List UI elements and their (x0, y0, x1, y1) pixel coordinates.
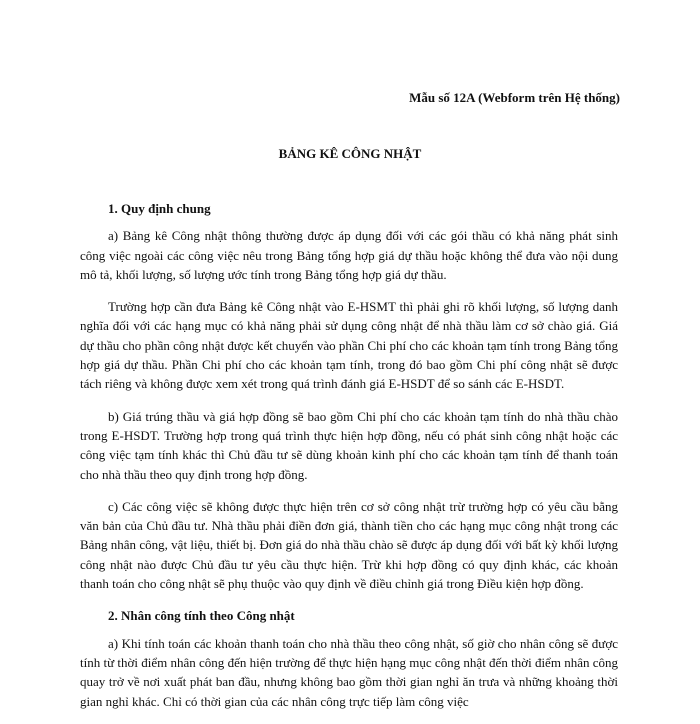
paragraph-general-b: b) Giá trúng thầu và giá hợp đồng sẽ bao gồm Chi phí cho các khoản tạm tính do nhà thầu chào trong E-HSDT. Trường hợp trong quá trình thực hiện hợp đồng, nếu có phát sinh công nhật hoặc các công việc tạm tính khác thì Chủ đầu tư sẽ dùng khoản kinh phí cho các khoản tạm tính để thanh toán cho nhà thầu theo quy định trong hợp đồng. (80, 408, 618, 482)
document-body (80, 199, 618, 724)
paragraph-general-a: a) Bảng kê Công nhật thông thường được áp dụng đối với các gói thầu có khả năng phát sinh công việc ngoài các công việc nêu trong Bảng tổng hợp giá dự thầu hoặc không thể đưa vào nội dung mô tả, khối lượng, số lượng ước tính trong Bảng tổng hợp giá dự thầu. (80, 228, 618, 282)
document-title: BẢNG KÊ CÔNG NHẬT (278, 146, 422, 161)
section-heading-labour: 2. Nhân công tính theo Công nhật (108, 608, 295, 624)
paragraph-general-c: c) Các công việc sẽ không được thực hiện trên cơ sở công nhật trừ trường hợp có yêu cầu bằng văn bản của Chủ đầu tư. Nhà thầu phải điền đơn giá, thành tiền cho các hạng mục công nhật trong các Bảng nhân công, vật liệu, thiết bị. Đơn giá do nhà thầu chào sẽ được áp dụng đối với bất kỳ khối lượng công nhật nào được Chủ đầu tư yêu cầu thực hiện. Trừ khi hợp đồng có quy định khác, các khoản thanh toán cho công nhật sẽ phụ thuộc vào quy định về điều chỉnh giá trong Điều kiện hợp đồng. (80, 498, 618, 592)
section-heading-general: 1. Quy định chung (108, 201, 211, 216)
paragraph-general-a-cont: Trường hợp cần đưa Bảng kê Công nhật vào E-HSMT thì phải ghi rõ khối lượng, số lượng danh nghĩa đối với các hạng mục có khả năng phải sử dụng công nhật để nhà thầu làm cơ sở chào giá. Giá dự thầu cho phần công nhật được kết chuyển vào phần Chi phí cho các khoản tạm tính trong Bảng tổng hợp giá dự thầu. Phần Chi phí cho các khoản tạm tính, trong đó bao gồm Chi phí công nhật sẽ được tách riêng và không được xem xét trong quá trình đánh giá E-HSDT để so sánh các E-HSDT. (80, 299, 618, 392)
paragraph-labour-a: a) Khi tính toán các khoản thanh toán cho nhà thầu theo công nhật, số giờ cho nhân công sẽ được tính từ thời điểm nhân công đến hiện trường để thực hiện hạng mục công nhật đến thời điểm nhân công quay trở về nơi xuất phát ban đầu, nhưng không bao gồm thời gian nghỉ ăn trưa và những khoảng thời gian nghỉ khác. Chỉ có thời gian của các nhân công trực tiếp làm công việc (80, 635, 618, 709)
form-code-label: Mẫu số 12A (Webform trên Hệ thống) (409, 90, 620, 105)
